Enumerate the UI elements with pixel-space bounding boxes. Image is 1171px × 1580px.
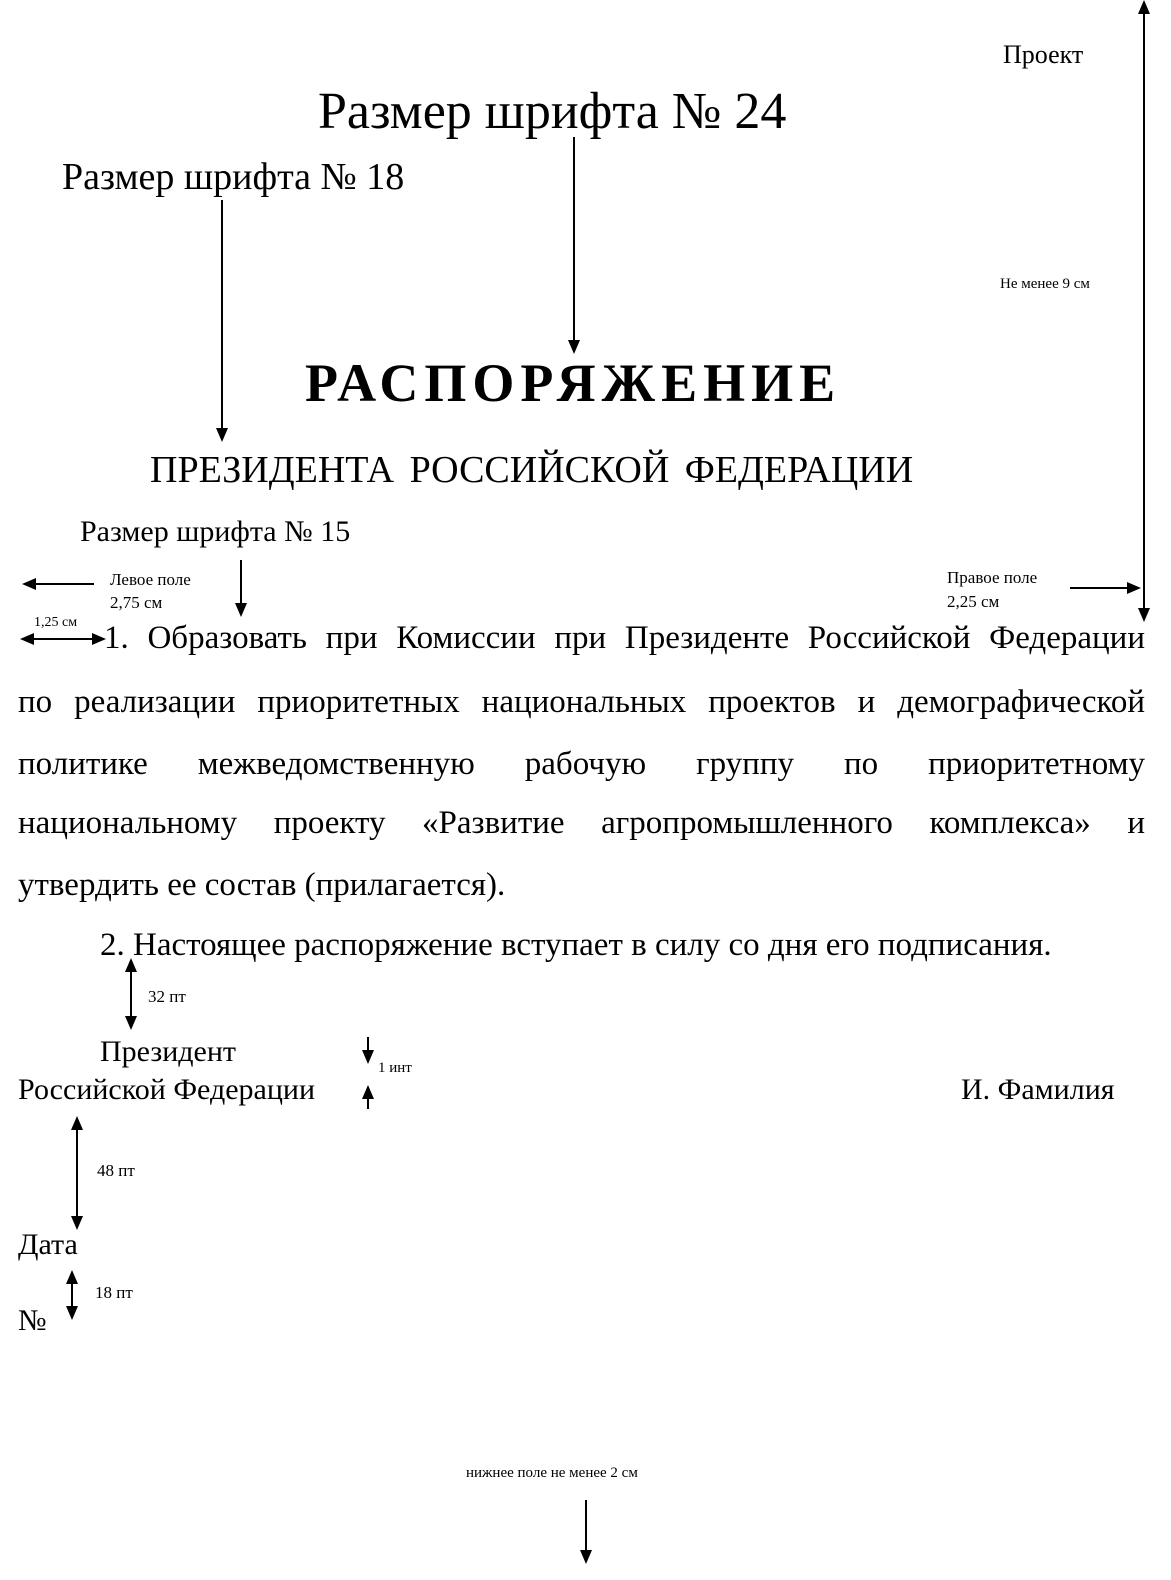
spacing-48-line — [76, 1128, 78, 1220]
indent-label: 1,25 см — [34, 615, 78, 630]
paragraph1-line-5: утвердить ее состав (прилагается). — [18, 867, 506, 903]
left-margin-arrow-line — [34, 583, 94, 585]
indent-arrow-line — [32, 638, 96, 640]
paragraph1-line-3: политике межведомственную рабочую группу по приоритетному — [18, 746, 1145, 782]
bottom-margin-note: нижнее поле не менее 2 см — [466, 1465, 638, 1481]
spacing-48-label: 48 пт — [97, 1161, 135, 1180]
font-size-15-label: Размер шрифта № 15 — [80, 515, 351, 548]
font-size-24-label: Размер шрифта № 24 — [318, 83, 787, 140]
number-label: № — [18, 1304, 47, 1337]
font-size-18-pointer-arrow-icon — [216, 428, 228, 442]
font-size-15-pointer-arrow-icon — [235, 603, 247, 617]
date-label: Дата — [18, 1228, 78, 1261]
signature-name: И. Фамилия — [961, 1073, 1115, 1106]
right-margin-arrow-line — [1070, 587, 1128, 589]
font-size-18-label: Размер шрифта № 18 — [62, 156, 405, 198]
draft-label: Проект — [1003, 40, 1084, 69]
spacing-32-line — [130, 970, 132, 1020]
spacing-18-label: 18 пт — [95, 1283, 133, 1302]
right-margin-label-2: 2,25 см — [947, 592, 1000, 611]
paragraph1-line-4: национальному проекту «Развитие агропромышленного комплекса» и — [18, 805, 1145, 841]
top-margin-arrow-up-icon — [1138, 0, 1150, 14]
spacing-32-down-icon — [125, 1016, 137, 1030]
interval-bottom-line — [367, 1097, 369, 1109]
interval-label: 1 инт — [378, 1060, 412, 1076]
bottom-margin-arrow-line — [585, 1500, 587, 1552]
document-subtitle: ПРЕЗИДЕНТА РОССИЙСКОЙ ФЕДЕРАЦИИ — [150, 449, 914, 491]
font-size-18-pointer-line — [221, 200, 223, 430]
paragraph1-line-2: по реализации приоритетных национальных проектов и демографической — [18, 684, 1145, 720]
signature-position-line2: Российской Федерации — [18, 1073, 316, 1106]
signature-position-line1: Президент — [100, 1035, 236, 1068]
right-margin-label-1: Правое поле — [947, 568, 1038, 587]
left-margin-label-2: 2,75 см — [110, 593, 163, 612]
spacing-18-down-icon — [66, 1306, 78, 1320]
document-title: РАСПОРЯЖЕНИЕ — [305, 353, 842, 413]
right-margin-arrow-icon — [1127, 582, 1141, 594]
top-margin-arrow-line — [1143, 12, 1145, 612]
font-size-15-pointer-line — [240, 560, 242, 605]
paragraph1-line-1: 1. Образовать при Комиссии при Президенте Российской Федерации — [104, 620, 1145, 656]
interval-down-icon — [362, 1050, 374, 1064]
paragraph2: 2. Настоящее распоряжение вступает в силу со дня его подписания. — [100, 927, 1052, 963]
bottom-margin-arrow-icon — [580, 1550, 592, 1564]
top-margin-note: Не менее 9 см — [1000, 276, 1090, 292]
left-margin-label-1: Левое поле — [110, 570, 191, 589]
font-size-24-pointer-arrow-icon — [568, 340, 580, 354]
spacing-32-label: 32 пт — [148, 987, 186, 1006]
font-size-24-pointer-line — [573, 137, 575, 345]
